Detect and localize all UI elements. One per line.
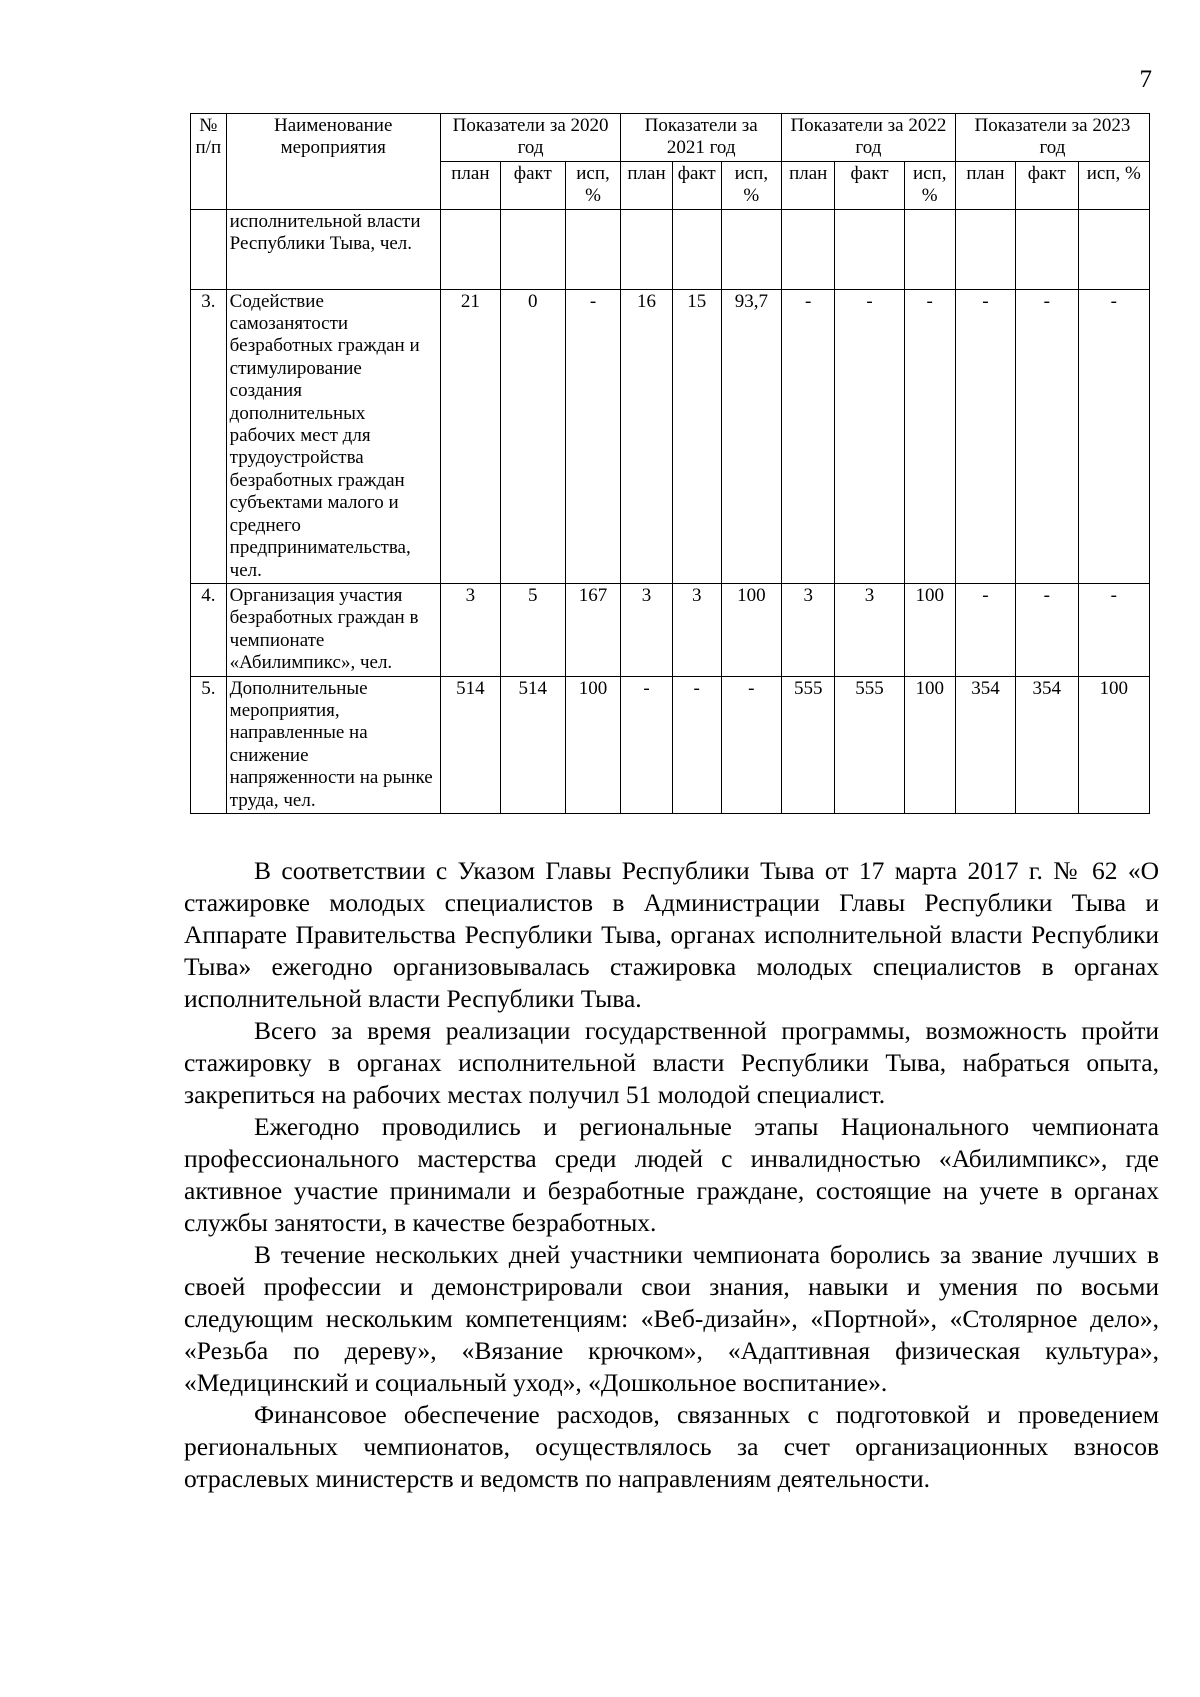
row-num: [191, 209, 227, 289]
cell-value: 354: [1016, 676, 1078, 813]
header-num: № п/п: [191, 114, 227, 210]
cell-value: 514: [440, 676, 500, 813]
subheader-plan: план: [440, 161, 500, 209]
row-name: исполнительной власти Республики Тыва, чел.: [226, 209, 440, 289]
subheader-fact: факт: [672, 161, 721, 209]
cell-value: -: [672, 676, 721, 813]
cell-value: 3: [621, 583, 672, 676]
cell-value: 3: [781, 583, 835, 676]
cell-value: 555: [781, 676, 835, 813]
header-group-2020: Показатели за 2020 год: [440, 114, 621, 162]
cell-value: 100: [565, 676, 621, 813]
cell-value: -: [904, 289, 955, 583]
cell-value: [621, 209, 672, 289]
cell-value: -: [1016, 289, 1078, 583]
cell-value: -: [621, 676, 672, 813]
cell-value: 100: [721, 583, 781, 676]
subheader-fact: факт: [835, 161, 904, 209]
cell-value: 93,7: [721, 289, 781, 583]
subheader-fact: факт: [1016, 161, 1078, 209]
subheader-plan: план: [955, 161, 1015, 209]
cell-value: [835, 209, 904, 289]
table-row: [191, 209, 1150, 289]
body-text: [184, 855, 1159, 1495]
cell-value: 100: [904, 583, 955, 676]
row-num: 5.: [191, 676, 227, 813]
table-row: [191, 676, 1150, 813]
header-group-2021: Показатели за 2021 год: [621, 114, 782, 162]
cell-value: 100: [904, 676, 955, 813]
cell-value: -: [955, 289, 1015, 583]
table-header-row: [191, 114, 1150, 162]
subheader-percent: исп, %: [721, 161, 781, 209]
cell-value: [500, 209, 565, 289]
cell-value: 15: [672, 289, 721, 583]
cell-value: -: [1016, 583, 1078, 676]
paragraph: Ежегодно проводились и региональные этапы Национального чемпионата профессионального мастерства среди людей с инвалидностью «Абилимпикс», где активное участие принимали и безработные граждане, состоящие на учете в органах службы занятости, в качестве безработных.: [184, 1112, 1159, 1237]
cell-value: 100: [1078, 676, 1150, 813]
cell-value: -: [781, 289, 835, 583]
cell-value: 514: [500, 676, 565, 813]
cell-value: 354: [955, 676, 1015, 813]
row-num: 4.: [191, 583, 227, 676]
cell-value: 555: [835, 676, 904, 813]
row-name: Организация участия безработных граждан в чемпионате «Абилимпикс», чел.: [226, 583, 440, 676]
subheader-percent: исп, %: [1078, 161, 1150, 209]
paragraph: Всего за время реализации государственной программы, возможность пройти стажировку в органах исполнительной власти Республики Тыва, набраться опыта, закрепиться на рабочих местах получил 51 молодой специалист.: [184, 1016, 1159, 1109]
cell-value: [721, 209, 781, 289]
paragraph: Финансовое обеспечение расходов, связанных с подготовкой и проведением региональных чемпионатов, осуществлялось за счет организационных взносов отраслевых министерств и ведомств по направлениям деятельности.: [184, 1400, 1159, 1493]
cell-value: 3: [835, 583, 904, 676]
cell-value: [1078, 209, 1150, 289]
cell-value: [672, 209, 721, 289]
subheader-fact: факт: [500, 161, 565, 209]
table-row: [191, 289, 1150, 583]
cell-value: 3: [440, 583, 500, 676]
row-num: 3.: [191, 289, 227, 583]
header-name: Наименование мероприятия: [226, 114, 440, 210]
subheader-plan: план: [781, 161, 835, 209]
paragraph: В течение нескольких дней участники чемпионата боролись за звание лучших в своей профессии и демонстрировали свои знания, навыки и умения по восьми следующим нескольким компетенциям: «Веб-дизайн», «Портной», «Столярное дело», «Резьба по дереву», «Вязание крючком», «Адаптивная физическая культура», «Медицинский и социальный уход», «Дошкольное воспитание».: [184, 1240, 1159, 1397]
cell-value: 0: [500, 289, 565, 583]
cell-value: 21: [440, 289, 500, 583]
row-name: Дополнительные мероприятия, направленные на снижение напряженности на рынке труда, чел.: [226, 676, 440, 813]
header-group-2022: Показатели за 2022 год: [781, 114, 955, 162]
cell-value: 16: [621, 289, 672, 583]
cell-value: -: [955, 583, 1015, 676]
cell-value: 5: [500, 583, 565, 676]
cell-value: [781, 209, 835, 289]
header-group-2023: Показатели за 2023 год: [955, 114, 1149, 162]
cell-value: [565, 209, 621, 289]
subheader-percent: исп, %: [565, 161, 621, 209]
cell-value: 3: [672, 583, 721, 676]
paragraph: В соответствии с Указом Главы Республики Тыва от 17 марта 2017 г. № 62 «О стажировке молодых специалистов в Администрации Главы Республики Тыва и Аппарате Правительства Республики Тыва, органах исполнительной власти Республики Тыва» ежегодно организовывалась стажировка молодых специалистов в органах исполнительной власти Республики Тыва.: [184, 856, 1159, 1013]
subheader-percent: исп, %: [904, 161, 955, 209]
cell-value: -: [721, 676, 781, 813]
page-number: 7: [1139, 66, 1152, 93]
cell-value: [1016, 209, 1078, 289]
cell-value: [955, 209, 1015, 289]
indicators-table: [190, 113, 1150, 814]
cell-value: [904, 209, 955, 289]
cell-value: [440, 209, 500, 289]
cell-value: -: [1078, 583, 1150, 676]
table-row: [191, 583, 1150, 676]
cell-value: -: [1078, 289, 1150, 583]
cell-value: -: [565, 289, 621, 583]
cell-value: 167: [565, 583, 621, 676]
row-name: Содействие самозанятости безработных граждан и стимулирование создания дополнительных рабочих мест для трудоустройства безработных граждан субъектами малого и среднего предпринимательства, чел.: [226, 289, 440, 583]
subheader-plan: план: [621, 161, 672, 209]
cell-value: -: [835, 289, 904, 583]
